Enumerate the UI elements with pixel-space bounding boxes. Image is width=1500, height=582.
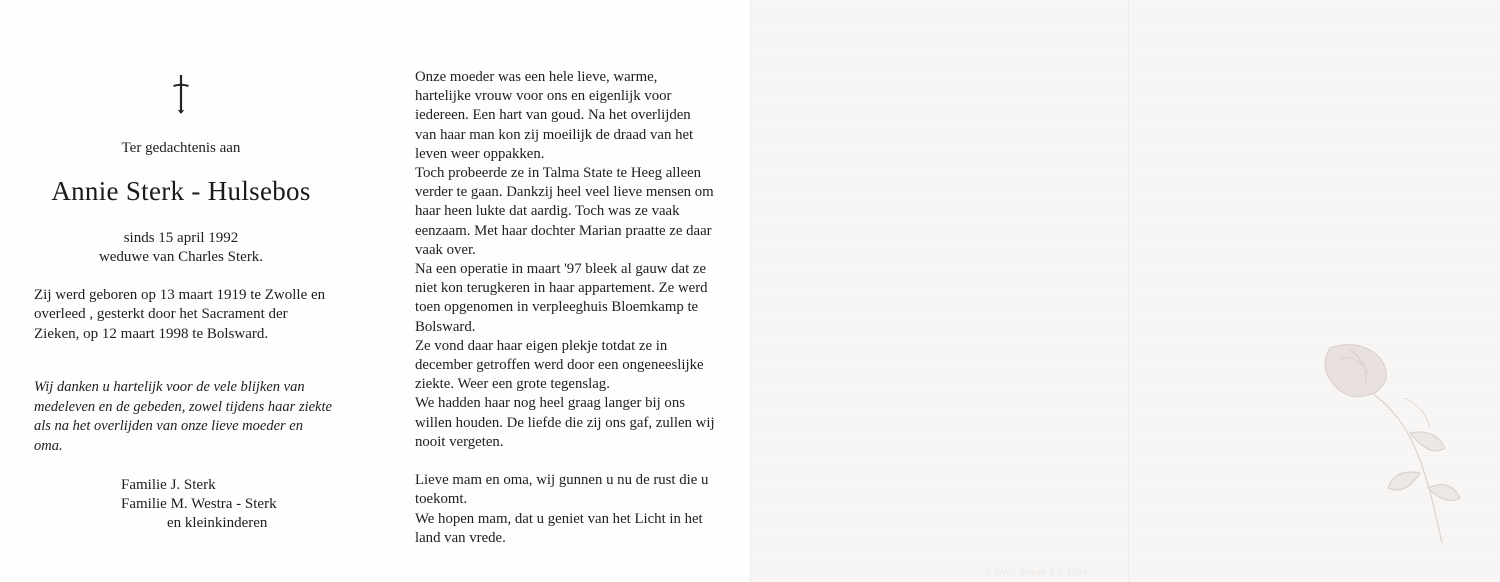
deceased-name: Annie Sterk - Hulsebos — [51, 176, 311, 206]
tribute-text — [415, 68, 715, 548]
printer-imprint: © DWS Sneek 1-2-1994 — [985, 567, 1088, 577]
cross-icon — [168, 74, 194, 114]
tribute-paragraph: Onze moeder was een hele lieve, warme, hartelijke vrouw voor ons en eigenlijk voor iedereen. Een hart van goud. Na het overlijden van haar man kon zij moeilijk de draad van het leven weer oppakken. — [415, 69, 694, 162]
tribute-paragraph: Lieve mam en oma, wij gunnen u nu de rust die u toekomt. — [415, 472, 709, 508]
tribute-paragraph: We hadden haar nog heel graag langer bij ons willen houden. De liefde die zij ons gaf, zullen wij nooit vergeten. — [415, 395, 715, 450]
widow-of-line: weduwe van Charles Sterk. — [98, 249, 264, 265]
intro-text: Ter gedachtenis aan — [121, 140, 241, 156]
paragraph-gap — [415, 452, 715, 471]
flower-illustration — [1310, 338, 1480, 548]
card-front-panel — [0, 0, 375, 582]
biography-text: Zij werd geboren op 13 maart 1919 te Zwolle en overleed , gesterkt door het Sacrament der Zieken, op 12 maart 1998 te Bolsward. — [34, 287, 326, 342]
tribute-paragraph: Toch probeerde ze in Talma State te Heeg alleen verder te gaan. Dankzij heel veel lieve mensen om haar heen lukte dat aardig. Toch was ze vaak eenzaam. Met haar dochter Marian praatte ze daar vaak over. — [415, 165, 714, 258]
tribute-paragraph: We hopen mam, dat u geniet van het Licht in het land van vrede. — [415, 510, 703, 546]
family-line: Familie J. Sterk — [121, 477, 216, 493]
tribute-paragraph: Ze vond daar haar eigen plekje totdat ze in december getroffen werd door een ongeneeslijke ziekte. Weer een grote tegenslag. — [415, 337, 704, 393]
family-line: Familie M. Westra - Sterk — [121, 496, 277, 512]
widow-since-line: sinds 15 april 1992 — [123, 230, 239, 246]
family-line: en kleinkinderen — [167, 515, 268, 531]
thanks-text: Wij danken u hartelijk voor de vele blijken van medeleven en de gebeden, zowel tijdens haar ziekte als na het overlijden van onze lieve moeder en oma. — [34, 379, 332, 454]
fold-line — [1128, 0, 1129, 582]
tribute-paragraph: Na een operatie in maart '97 bleek al gauw dat ze niet kon terugkeren in haar appartement. Ze werd toen opgenomen in verpleeghuis Bloemkamp te Bolsward. — [415, 261, 708, 335]
